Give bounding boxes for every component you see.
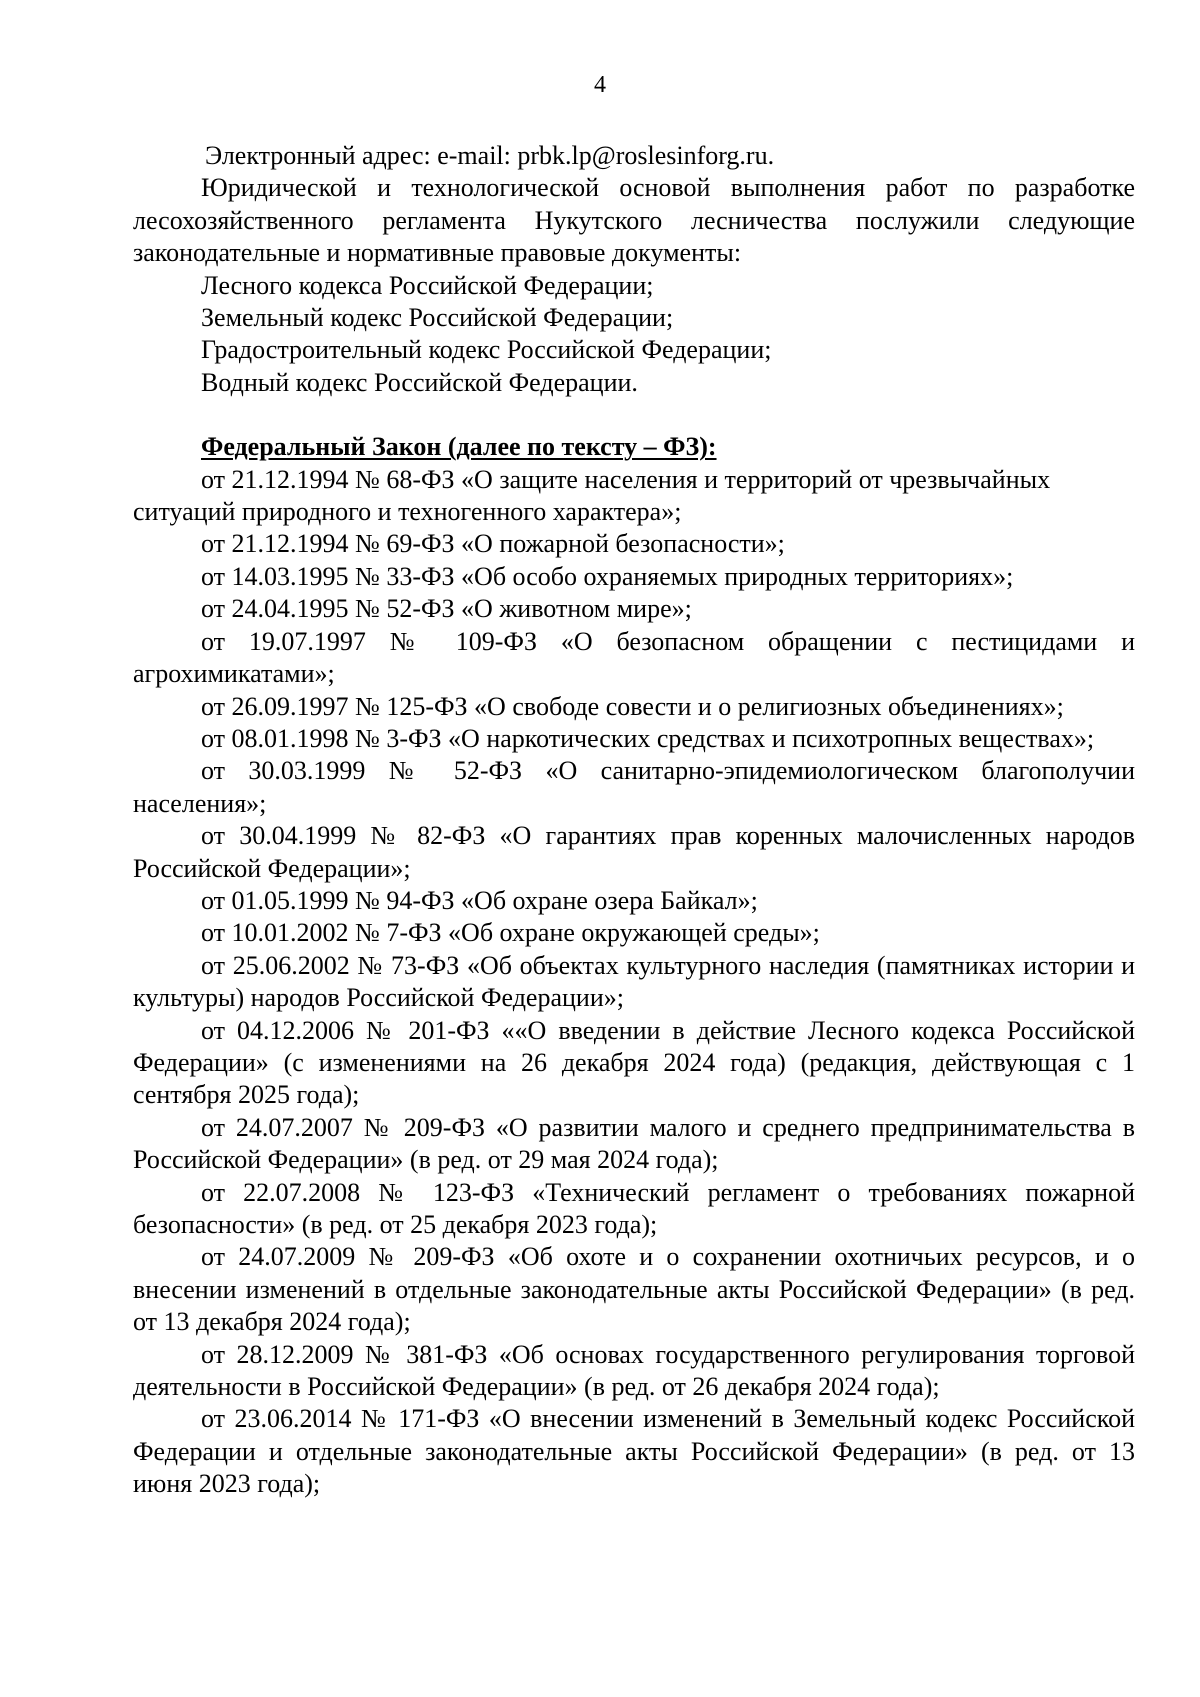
law-item: от 25.06.2002 № 73-ФЗ «Об объектах культурного наследия (памятниках истории и культуры) народов Российской Федерации»; bbox=[133, 950, 1135, 1013]
law-item: от 24.07.2009 № 209-ФЗ «Об охоте и о сохранении охотничьих ресурсов, и о внесении изменений в отдельные законодательные акты Российской Федерации» (в ред. от 13 декабря 2024 года); bbox=[133, 1242, 1135, 1337]
law-item: от 21.12.1994 № 68-ФЗ «О защите населения и территорий от чрезвычайных ситуаций природного и техногенного характера»; bbox=[133, 464, 1051, 527]
basis-paragraph: Юридической и технологической основой выполнения работ по разработке лесохозяйственного регламента Нукутского лесничества послужили следующие законодательные и нормативные правовые документы: bbox=[133, 173, 1135, 268]
code-item: Водный кодекс Российской Федерации. bbox=[201, 367, 638, 397]
law-item: от 30.04.1999 № 82-ФЗ «О гарантиях прав коренных малочисленных народов Российской Федерации»; bbox=[133, 821, 1135, 883]
federal-laws-heading: Федеральный Закон (далее по тексту – ФЗ): bbox=[201, 432, 717, 462]
law-item: от 30.03.1999 № 52-ФЗ «О санитарно-эпидемиологическом благополучии населения»; bbox=[133, 756, 1135, 818]
law-item: от 24.07.2007 № 209-ФЗ «О развитии малого и среднего предпринимательства в Российской Федерации» (в ред. от 29 мая 2024 года); bbox=[133, 1112, 1135, 1175]
law-item: от 04.12.2006 № 201-ФЗ ««О введении в действие Лесного кодекса Российской Федерации» (с изменениями на 26 декабря 2024 года) (редакция, действующая с 1 сентября 2025 года); bbox=[133, 1015, 1135, 1110]
page-content bbox=[133, 140, 1135, 1501]
law-item: от 28.12.2009 № 381-ФЗ «Об основах государственного регулирования торговой деятельности в Российской Федерации» (в ред. от 26 декабря 2024 года); bbox=[133, 1339, 1135, 1402]
page-number: 4 bbox=[594, 72, 606, 98]
section-spacer bbox=[133, 399, 1135, 431]
law-item: от 22.07.2008 № 123-ФЗ «Технический регламент о требованиях пожарной безопасности» (в ред. от 25 декабря 2023 года); bbox=[133, 1177, 1135, 1239]
code-item: Земельный кодекс Российской Федерации; bbox=[201, 303, 674, 333]
law-item: от 24.04.1995 № 52-ФЗ «О животном мире»; bbox=[201, 594, 692, 624]
law-item: от 26.09.1997 № 125-ФЗ «О свободе совести и о религиозных объединениях»; bbox=[201, 691, 1064, 721]
code-item: Градостроительный кодекс Российской Федерации; bbox=[201, 335, 772, 365]
law-item: от 19.07.1997 № 109-ФЗ «О безопасном обращении с пестицидами и агрохимикатами»; bbox=[133, 626, 1135, 689]
law-item: от 01.05.1999 № 94-ФЗ «Об охране озера Байкал»; bbox=[201, 885, 758, 915]
email-line: Электронный адрес: e-mail: prbk.lp@roslesinforg.ru. bbox=[205, 141, 775, 170]
law-item: от 08.01.1998 № 3-ФЗ «О наркотических средствах и психотропных веществах»; bbox=[201, 723, 1095, 753]
law-item: от 23.06.2014 № 171-ФЗ «О внесении изменений в Земельный кодекс Российской Федерации и отдельные законодательные акты Российской Федерации» (в ред. от 13 июня 2023 года); bbox=[133, 1404, 1135, 1499]
code-item: Лесного кодекса Российской Федерации; bbox=[201, 270, 654, 300]
law-item: от 14.03.1995 № 33-ФЗ «Об особо охраняемых природных территориях»; bbox=[201, 561, 1014, 591]
law-item: от 10.01.2002 № 7-ФЗ «Об охране окружающей среды»; bbox=[201, 918, 820, 948]
law-item: от 21.12.1994 № 69-ФЗ «О пожарной безопасности»; bbox=[201, 529, 785, 559]
